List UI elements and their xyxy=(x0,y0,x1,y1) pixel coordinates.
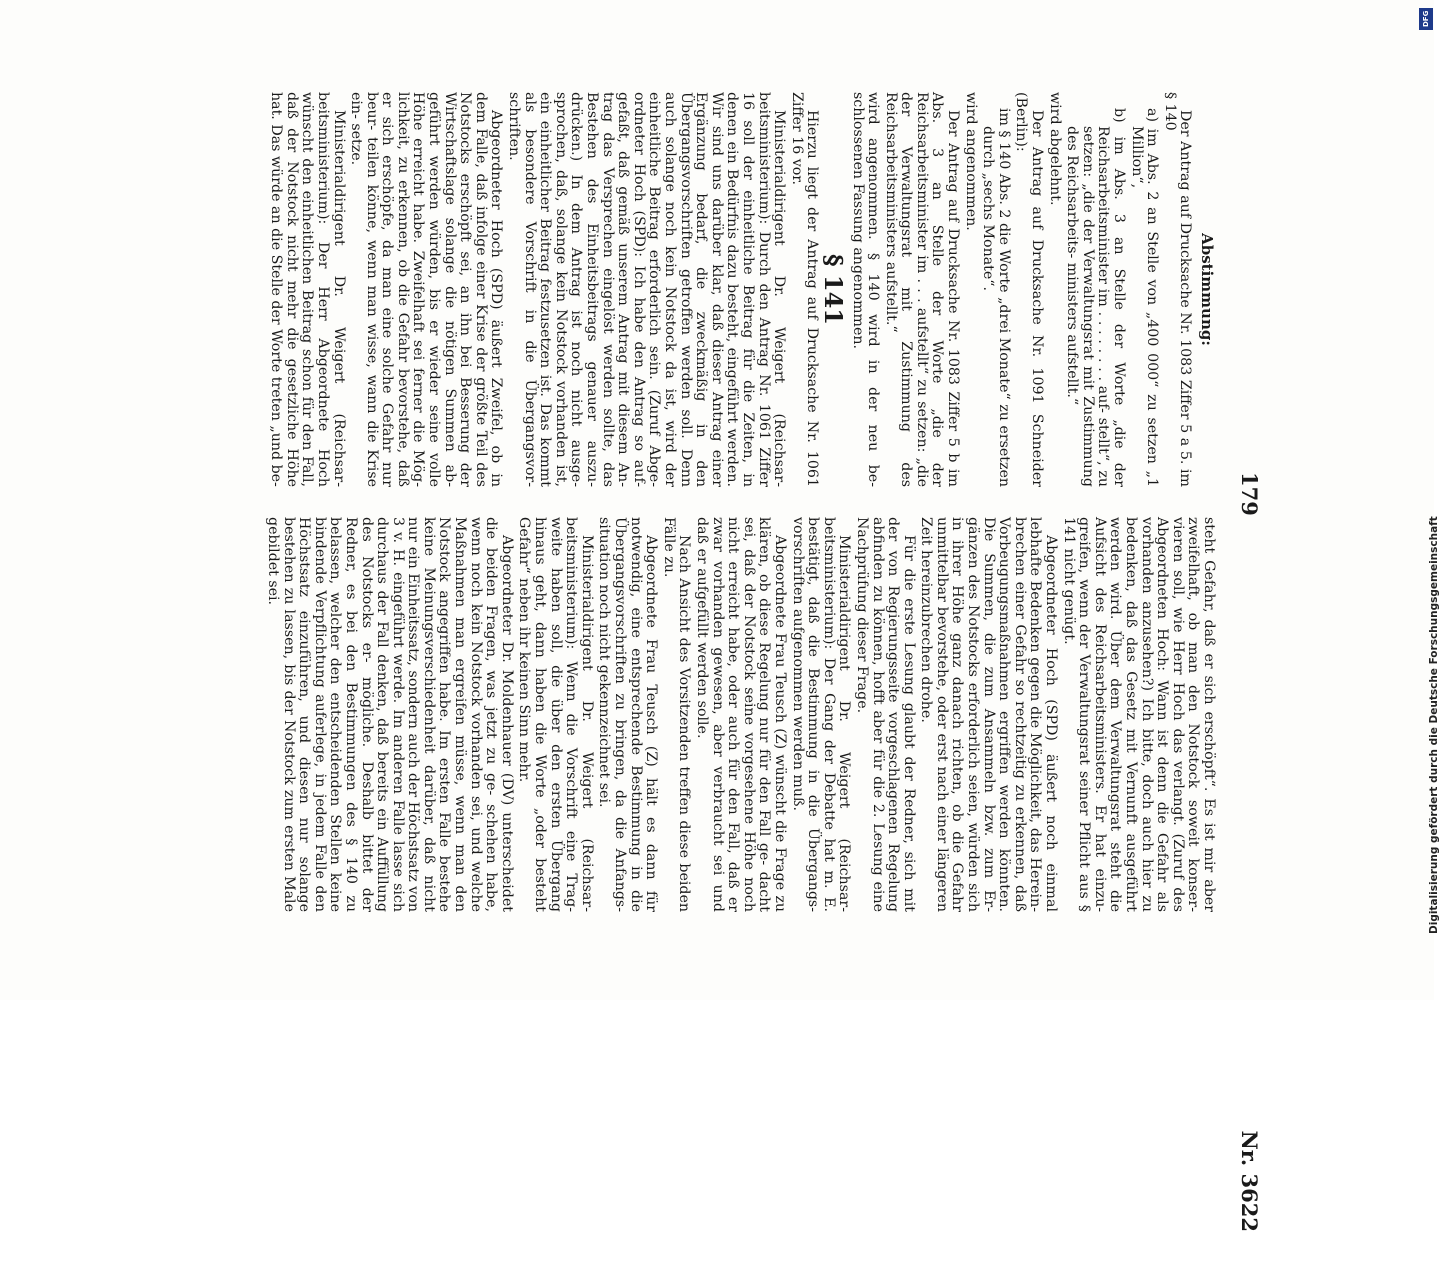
list-item-b: b) im Abs. 3 an Stelle der Worte „die der Reichsarbeitsminister im . . . . . . . . auf- stellt“, zu setzen: „die der Verwaltungsrat mit Zustimmung des Reichsarbeits- ministers aufstellt.“ xyxy=(1064,108,1128,487)
abstimmung-heading: Abstimmung: xyxy=(1198,233,1216,346)
rotated-page-content xyxy=(82,92,1262,1232)
dfg-logo: DFG xyxy=(1419,8,1433,30)
right-column xyxy=(262,517,1216,912)
list-item-a: a) im Abs. 2 an Stelle von „400 000“ zu setzen „1 Million“, xyxy=(1128,108,1161,487)
paragraph: Abgeordnete Frau Teusch (Z) hält es dann für notwendig, eine entsprechende Bestimmung in die Übergangsvorschriften zu bringen, da die Anfangs- situation noch nicht gekennzeichnet sei. xyxy=(596,517,660,912)
paragraph: Abgeordneter Dr. Moldenhauer (DV) unterscheidet die beiden Fragen, was jetzt zu ge- schehen habe, wenn noch kein Notstock vorhanden sei, und welche Maßnahmen man ergreifen müsse, wenn man den Notstock angegriffen habe. Im ersten Falle bestehe keine Meinungsverschiedenheit darüber, daß nicht nur ein Einheitssatz, sondern auch der Höchstsatz von 3 v. H. eingeführt werde. Im anderen Falle lasse sich durchaus der Fall denken, daß bereits ein Auffüllung des Notstocks er- mögliche. Deshalb bittet der Redner, es bei den Bestimmungen des § 140 zu belassen, welcher den entscheidenden Stellen keine bindende Verpflichtung auferlege, in jedem Falle den Höchstsatz einzuführen, und diesen nur solange bestehen zu lassen, bis der Notstock zum ersten Male gebildet sei. xyxy=(264,517,515,912)
paragraph: Ministerialdirigent Dr. Weigert (Reichsar- beitsministerium): Wenn die Vorschrift eine Trag- weite haben soll, die über den ersten Übergang hinaus geht, dann haben die Worte „oder besteht Gefahr“ neben ihr keinen Sinn mehr. xyxy=(516,517,595,912)
paragraph: Abgeordneter Hoch (SPD) äußert noch einmal lebhafte Bedenken gegen die Möglichkeit, das Herein- brechen einer Gefahr so rechtzeitig zu erkennen, daß Vorbeugungsmaßnahmen ergriffen werden könnten. Die Summen, die zum Ansammeln bzw. zum Er- gänzen des Notstocks erforderlich seien, würden sich in ihrer Höhe ganz danach richten, ob die Gefahr unmittelbar bevorstehe, oder erst nach einer längeren Zeit hereinzubrechen drohe. xyxy=(918,517,1060,912)
paragraph: Ministerialdirigent Dr. Weigert (Reichsar- beitsministerium): Durch den Antrag Nr. 1061 Ziffer 16 soll der einheitliche Beitrag für die Zeiten, in denen ein Bedürfnis dazu besteht, eingeführt werden. Wir sind uns darüber klar, daß dieser Antrag einer Ergänzung bedarf, die zweckmäßig in den Übergangsvorschriften getroffen werden soll. Denn auch solange noch kein Notstock da ist, wird der einheitliche Beitrag erforderlich sein. (Zuruf Abge- ordneter Hoch (SPD): Ich habe den Antrag so auf- gefaßt, daß gemäß unserem Antrag mit diesem An- trag das Versprechen eingelöst werden sollte, das Bestehen des Einheitsbeitrags genauer auszu- drücken.) In dem Antrag ist noch nicht ausge- sprochen, daß, solange kein Notstock vorhanden ist, ein einheitlicher Beitrag festzusetzen ist. Das kommt als besondere Vorschrift in die Übergangsvor- schriften. xyxy=(506,92,788,487)
paragraph: Abgeordnete Frau Teusch (Z) wünscht die Frage zu klären, ob diese Regelung nur für den Fall ge- dacht sei, daß der Notstock seine vorgesehene Höhe noch nicht erreicht habe, oder auch für den Fall, daß er zwar vorhanden gewesen, aber verbraucht sei und daß er aufgefüllt werden solle. xyxy=(694,517,788,912)
page-number: 179 xyxy=(1237,472,1262,516)
paragraph: Für die erste Lesung glaubt der Redner, sich mit der von Regierungsseite vorgeschlagenen Regelung abfinden zu können, hofft aber für die 2. Lesung eine Nachprüfung dieser Frage. xyxy=(853,517,917,912)
paragraph: Abgeordneter Hoch (SPD) äußert Zweifel, ob in dem Falle, daß infolge einer Krise der größte Teil des Notstocks erschöpft sei, an ihn bei Besserung der Wirtschaftslage solange die nötigen Summen ab- geführt werden würden, bis er wieder seine volle Höhe erreicht habe. Zweifelhaft sei ferner die Mög- lichkeit, zu erkennen, ob die Gefahr bevorstehe, daß er sich erschöpfe, da man eine solche Gefahr nur beur- teilen könne, wenn man wisse, wann die Krise ein- setze. xyxy=(348,92,505,487)
section-heading: § 141 xyxy=(818,253,848,325)
left-column xyxy=(266,92,1216,487)
paragraph: Ministerialdirigent Dr. Weigert (Reichsar- beitsministerium): Der Gang der Debatte hat m. E. bestätigt, daß die Bestimmung in die Übergangs- vorschriften aufgenommen werden muß. xyxy=(789,517,853,912)
paragraph: Ministerialdirigent Dr. Weigert (Reichsar- beitsministerium): Der Herr Abgeordnete Hoch wünscht den einheitlichen Beitrag schon für den Fall, daß der Notstock nicht mehr die gesetzliche Höhe hat. Das würde an die Stelle der Worte treten „und be- xyxy=(268,92,347,487)
result-line: wird angenommen. § 140 wird in der neu be- schlossenen Fassung angenommen. xyxy=(849,92,882,487)
paragraph: Der Antrag auf Drucksache Nr. 1091 Schneider (Berlin): xyxy=(1013,92,1046,487)
paragraph: steht Gefahr, daß er sich erschöpft“. Es ist mir aber zweifelhaft, ob man den Notstock soweit konser- vieren soll, wie Herr Hoch das verlangt. (Zuruf des Abgeordneten Hoch: Wann ist denn die Gefahr als vorhanden anzusehen?) Ich bitte, doch auch hier zu bedenken, daß das Gesetz mit Vernunft ausgeführt werden wird. Über dem Verwaltungsrat steht die Aufsicht des Reichsarbeitsministers. Er hat einzu- greifen, wenn der Verwaltungsrat seiner Pflicht aus § 141 nicht genügt. xyxy=(1060,517,1217,912)
paragraph: im § 140 Abs. 2 die Worte „drei Monate“ zu ersetzen durch „sechs Monate“. xyxy=(980,108,1012,487)
page-header xyxy=(1222,92,1262,1272)
paragraph: Nach Ansicht des Vorsitzenden treffen diese beiden Fälle zu. xyxy=(660,517,693,912)
paragraph: Der Antrag auf Drucksache Nr. 1083 Ziffer 5 b im Abs. 3 an Stelle der Worte „die der Reichsarbeitsminister im . . . aufstellt“ zu setzen: „die der Verwaltungsrat mit Zustimmung des Reichsarbeitsministers aufstellt.“ xyxy=(882,92,962,487)
document-number: Nr. 3622 xyxy=(1237,1130,1262,1232)
result-line: wird angenommen. xyxy=(962,92,979,231)
paragraph: Hierzu liegt der Antrag auf Drucksache Nr. 1061 Ziffer 16 vor. xyxy=(788,92,821,487)
digitization-credit: Digitalisierung gefördert durch die Deutsche Forschungsgemeinschaft xyxy=(1428,516,1440,934)
result-line: wird abgelehnt. xyxy=(1046,92,1063,206)
paragraph: Der Antrag auf Drucksache Nr. 1083 Ziffer 5 a 5. im § 140 xyxy=(1161,92,1194,487)
